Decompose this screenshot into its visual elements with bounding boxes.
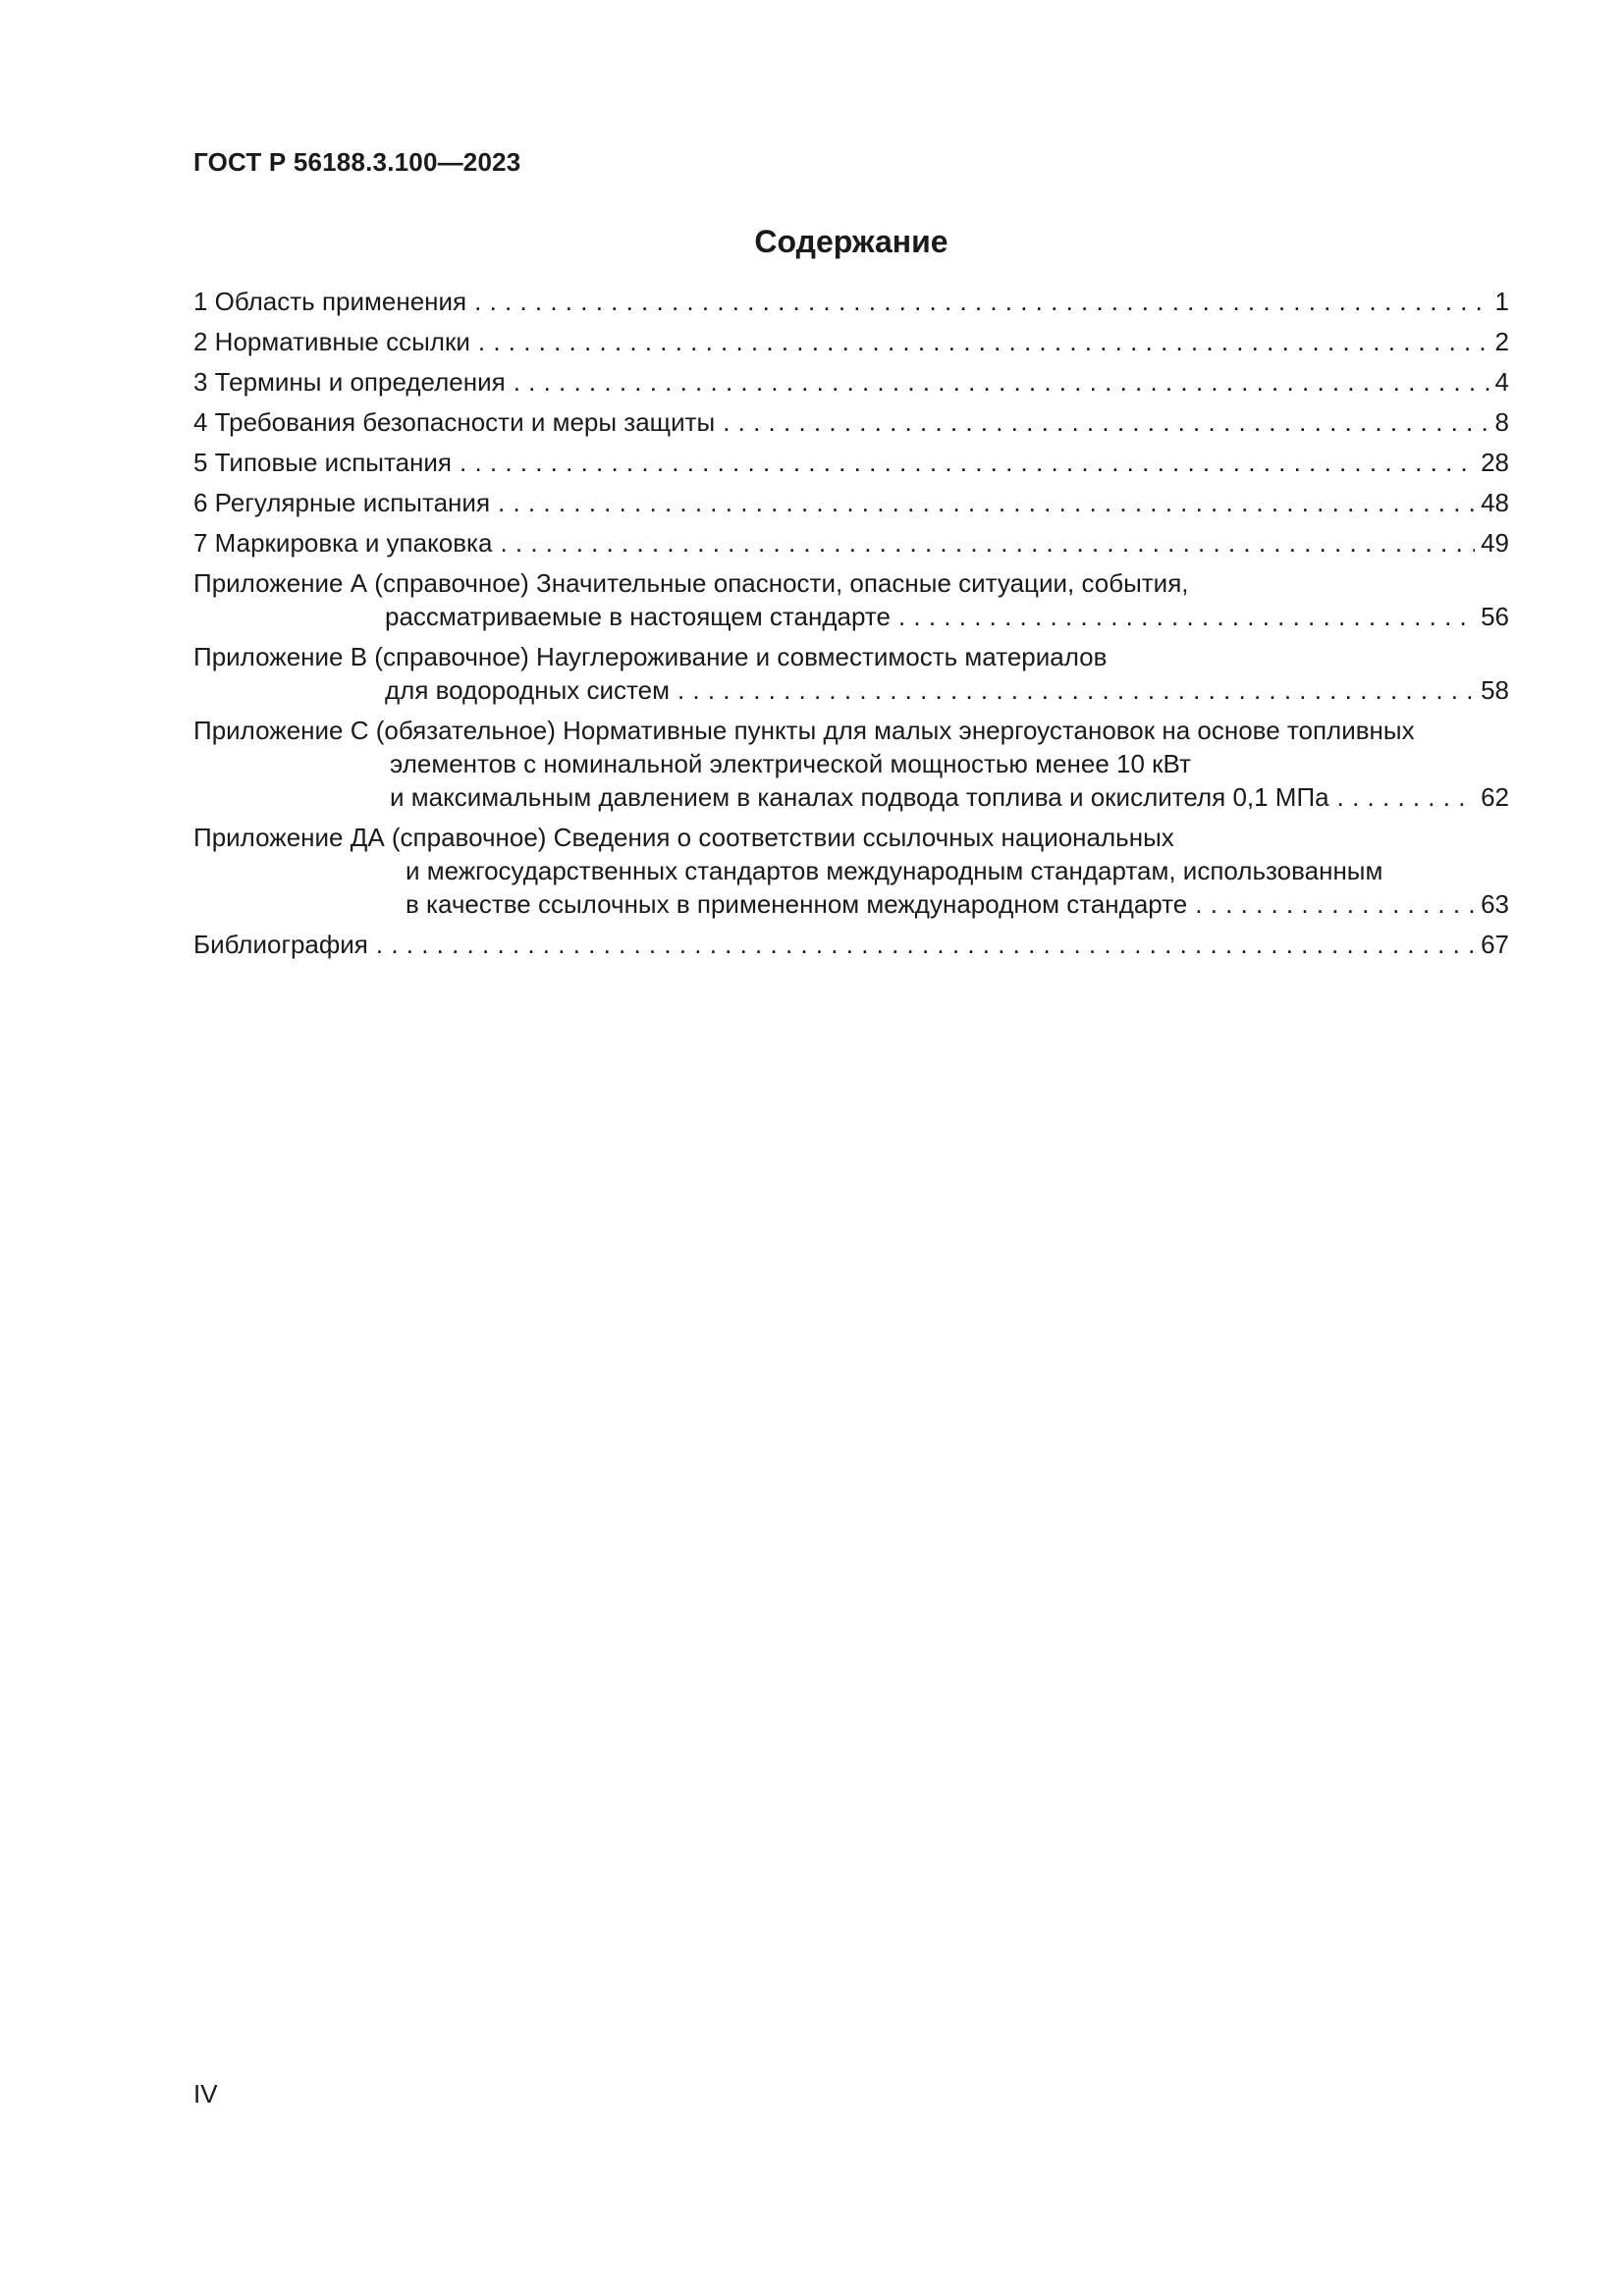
toc-entry-text: 3 Термины и определения [193,367,506,397]
table-of-contents [193,285,1509,968]
toc-entry-text: 2 Нормативные ссылки [193,327,470,356]
toc-entry-text: 5 Типовые испытания [193,448,452,477]
toc-entry-appendix-b[interactable] [193,640,1509,707]
toc-entry-1[interactable] [193,285,1509,318]
toc-entry-appendix-a[interactable] [193,566,1509,633]
toc-entry-text: 1 Область применения [193,287,467,316]
toc-entry-text: 6 Регулярные испытания [193,488,491,517]
dot-leader [376,928,1475,961]
toc-entry-5[interactable] [193,446,1509,479]
toc-entry-text: Приложение В (справочное) Науглероживание и совместимость материалов [193,642,1108,671]
toc-entry-7[interactable] [193,526,1509,560]
toc-entry-appendix-da[interactable] [193,821,1509,921]
toc-entry-text: 7 Маркировка и упаковка [193,528,493,558]
toc-entry-text-continued: рассматриваемые в настоящем стандарте [385,602,891,631]
toc-entry-text-continued: элементов с номинальной электрической мощностью менее 10 кВт [390,749,1191,778]
dot-leader [898,600,1475,633]
page-number: IV [193,2079,218,2109]
toc-entry-6[interactable] [193,486,1509,519]
dot-leader [474,285,1489,318]
toc-entry-text: Приложение С (обязательное) Нормативные пункты для малых энергоустановок на основе топливных [193,716,1415,745]
toc-entry-text-continued: в качестве ссылочных в примененном международном стандарте [406,889,1188,919]
toc-entry-appendix-c[interactable] [193,714,1509,814]
toc-entry-3[interactable] [193,365,1509,399]
toc-title: Содержание [754,224,948,259]
toc-entry-text-continued: и межгосударственных стандартов международным стандартам, использованным [406,856,1383,885]
toc-entry-text: Приложение ДА (справочное) Сведения о соответствии ссылочных национальных [193,823,1174,852]
toc-entry-text-continued: для водородных систем [385,675,670,705]
dot-leader [514,365,1489,399]
dot-leader [677,673,1475,707]
dot-leader [498,486,1475,519]
toc-page-number: 58 [1481,675,1509,705]
dot-leader [478,325,1489,358]
toc-page-number: 67 [1481,930,1509,959]
toc-page-number: 62 [1481,782,1509,812]
toc-entry-bibliography[interactable] [193,928,1509,961]
toc-page-number: 1 [1494,287,1509,316]
toc-page-number: 2 [1494,327,1509,356]
dot-leader [723,405,1489,439]
toc-entry-text-continued: и максимальным давлением в каналах подвода топлива и окислителя 0,1 МПа [390,782,1329,812]
dot-leader [500,526,1475,560]
toc-entry-text: Библиография [193,930,368,959]
toc-entry-text: 4 Требования безопасности и меры защиты [193,407,716,437]
toc-entry-text: Приложение А (справочное) Значительные опасности, опасные ситуации, события, [193,568,1189,598]
toc-page-number: 63 [1481,889,1509,919]
dot-leader [460,446,1475,479]
toc-page-number: 28 [1481,448,1509,477]
toc-page-number: 56 [1481,602,1509,631]
dot-leader [1195,887,1475,921]
toc-entry-4[interactable] [193,405,1509,439]
toc-page-number: 48 [1481,488,1509,517]
toc-page-number: 49 [1481,528,1509,558]
toc-page-number: 8 [1494,407,1509,437]
dot-leader [1337,780,1475,814]
toc-entry-2[interactable] [193,325,1509,358]
toc-page-number: 4 [1494,367,1509,397]
document-code: ГОСТ Р 56188.3.100—2023 [193,147,521,177]
